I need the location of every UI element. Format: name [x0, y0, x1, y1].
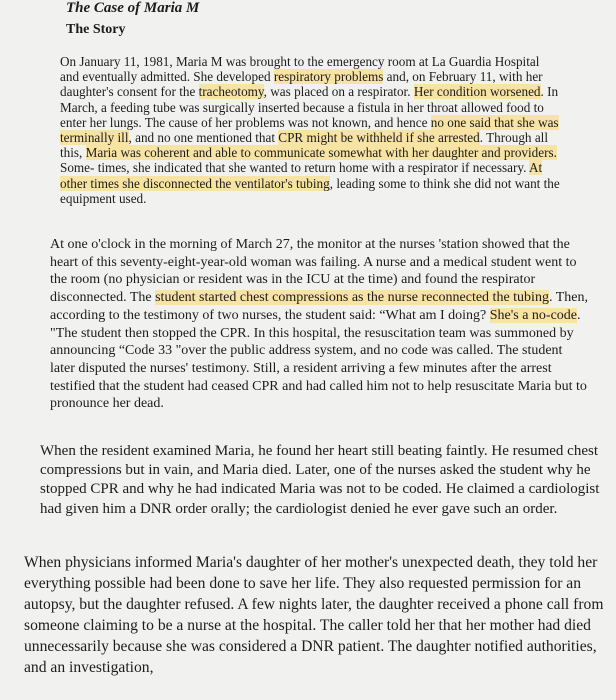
paragraph-1	[60, 54, 560, 206]
highlighted-text: no one said that she was terminally ill	[60, 114, 559, 146]
highlighted-text: At other times she disconnected the ventilator's tubing	[60, 160, 543, 191]
document-title: The Case of Maria M	[66, 0, 200, 16]
text-segment: , and no one mentioned that	[128, 130, 279, 146]
highlighted-text: respiratory problems	[273, 69, 384, 85]
paragraph-4	[24, 552, 604, 678]
text-segment: . Then, according to the testimony of two nurses, the student said: “What am I doing?	[50, 290, 588, 323]
text-segment: On January 11, 1981, Maria M was brought to the emergency room at La Guardia Hospital and eventually admitted. She developed	[60, 54, 540, 85]
text-segment: At one o'clock in the morning of March 27, the monitor at the nurses 'station showed that the heart of this seventy-eight-year-old woman was failing. A nurse and a medical student went to the room (no physician or resident was in the ICU at the time) and found the respirator disconnected. The	[50, 237, 577, 306]
text-segment: and, on February 11, with her daughter's consent for the	[60, 69, 543, 100]
text-segment: , was placed on a respirator.	[263, 84, 414, 100]
highlighted-text: CPR might be withheld if she arrested	[278, 130, 480, 146]
paragraph-2	[50, 236, 590, 413]
text-segment: . "The student then stopped the CPR. In this hospital, the resuscitation team was summoned by announcing “Code 33 "over the public address system, and no code was called. The student later disputed the nurses' testimony. Still, a resident arriving a few minutes after the arrest testified that the student had ceased CPR and had called him not to help resuscitate Maria but to pronounce her dead.	[50, 307, 587, 412]
text-segment: Some- times, she indicated that she wanted to return home with a respirator if necessary.	[60, 160, 529, 176]
highlighted-text: She's a no-code	[489, 307, 578, 323]
text-segment: . Through all this,	[60, 130, 548, 161]
highlighted-text: tracheotomy	[198, 84, 264, 100]
paragraph-3	[40, 442, 600, 519]
text-segment: When physicians informed Maria's daughter of her mother's unexpected death, they told her everything possible had been done to save her life. They also requested permission for an autopsy, but the daughter refused. A few nights later, the daughter received a phone call from someone claiming to be a nurse at the hospital. The caller told her that her mother had died unnecessarily because she was considered a DNR patient. The daughter notified authorities, and an investigation,	[24, 554, 604, 676]
highlighted-text: student started chest compressions as the nurse reconnected the tubing	[155, 290, 549, 306]
highlighted-text: Maria was coherent and able to communicate somewhat with her daughter and providers.	[85, 145, 557, 161]
text-segment: . In March, a feeding tube was surgically inserted because a fistula in her throat allowed food to enter her lungs. The cause of her problems was not known, and hence	[60, 84, 559, 130]
highlighted-text: Her condition worsened	[413, 84, 541, 100]
text-segment: When the resident examined Maria, he found her heart still beating faintly. He resumed chest compressions but in vain, and Maria died. Later, one of the nurses asked the student why he stopped CPR and why he had indicated Maria was not to be coded. He claimed a cardiologist had given him a DNR order orally; the cardiologist denied he ever gave such an order.	[40, 443, 600, 517]
text-segment: , leading some to think she did not want the equipment used.	[60, 175, 560, 206]
section-heading: The Story	[66, 22, 126, 37]
